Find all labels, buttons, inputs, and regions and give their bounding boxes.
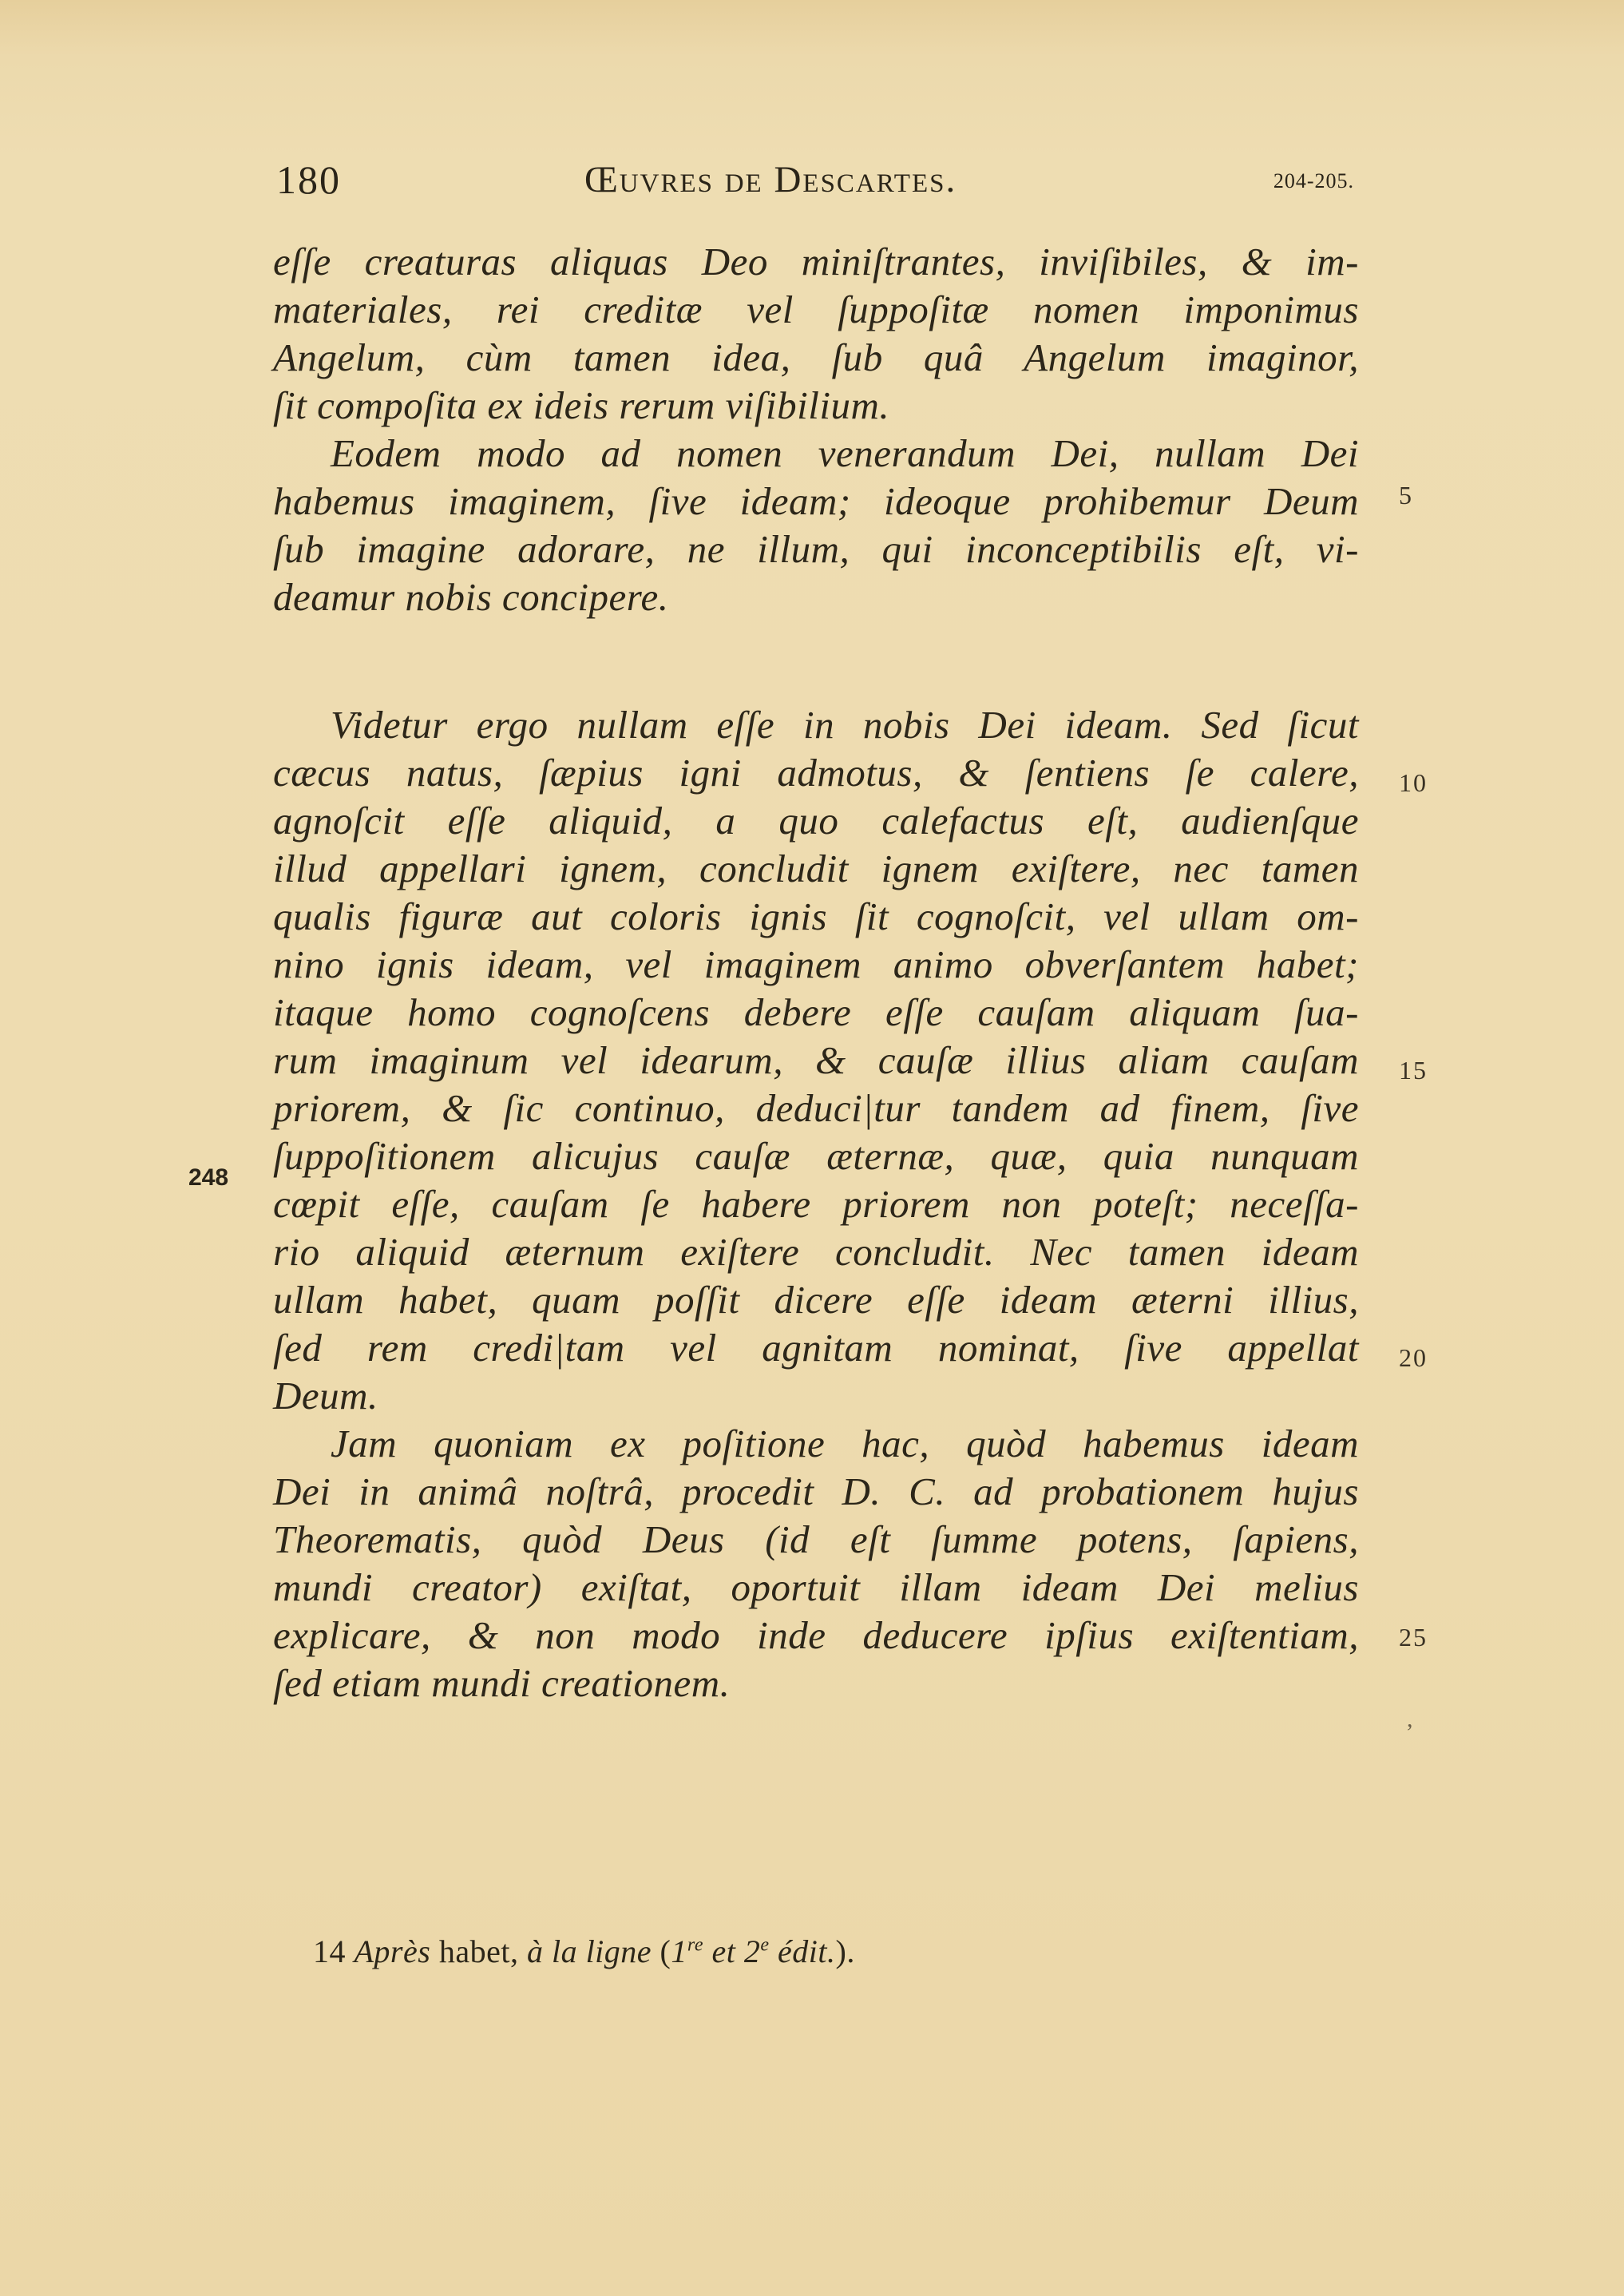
footnote-word: habet, bbox=[438, 1933, 519, 1969]
text-line: Eodem modo ad nomen venerandum Dei, nullam Dei bbox=[331, 431, 1359, 475]
footnote-open-paren: ( bbox=[660, 1933, 671, 1969]
text-line: Deum. bbox=[273, 1374, 378, 1418]
text-line: ſit compoſita ex ideis rerum viſibilium. bbox=[273, 383, 890, 427]
footnote-close-paren: ). bbox=[835, 1933, 855, 1969]
text-line: deamur nobis concipere. bbox=[273, 575, 669, 619]
footnote-a-la-ligne: à la ligne bbox=[526, 1933, 652, 1969]
text-line: mundi creator) exiſtat, oportuit illam ideam Dei melius bbox=[273, 1565, 1359, 1609]
text-line: eſſe creaturas aliquas Deo miniſtrantes, inviſibiles, & im- bbox=[273, 240, 1359, 284]
text-line: cæcus natus, ſæpius igni admotus, & ſentiens ſe calere, bbox=[273, 751, 1359, 795]
text-line: priorem, & ſic continuo, deduci|tur tandem ad finem, ſive bbox=[273, 1086, 1359, 1130]
text-line: Dei in animâ noſtrâ, procedit D. C. ad probationem hujus bbox=[273, 1469, 1359, 1513]
text-line: nino ignis ideam, vel imaginem animo obverſantem habet; bbox=[273, 942, 1359, 986]
footnote-et: et bbox=[711, 1933, 736, 1969]
text-line: ullam habet, quam poſſit dicere eſſe ideam æterni illius, bbox=[273, 1278, 1359, 1322]
footnote-edition-1-suffix: re bbox=[687, 1934, 703, 1956]
text-line: habemus imaginem, ſive ideam; ideoque prohibemur Deum bbox=[273, 479, 1359, 523]
footnote-edition-2-suffix: e bbox=[760, 1934, 770, 1956]
text-line: rum imaginum vel idearum, & cauſæ illius aliam cauſam bbox=[273, 1038, 1359, 1082]
text-line: rio aliquid æternum exiſtere concludit. Nec tamen ideam bbox=[273, 1230, 1359, 1274]
footnote-number: 14 bbox=[313, 1933, 346, 1969]
line-number: 20 bbox=[1399, 1343, 1428, 1372]
stray-mark: , bbox=[1407, 1706, 1413, 1732]
page-range: 204-205. bbox=[1273, 169, 1354, 192]
text-line: ſub imagine adorare, ne illum, qui inconceptibilis eſt, vi- bbox=[273, 527, 1359, 571]
running-title: Œuvres de Descartes. bbox=[584, 159, 957, 200]
text-line: qualis figuræ aut coloris ignis ſit cognoſcit, vel ullam om- bbox=[273, 894, 1359, 938]
footnote-edit: édit. bbox=[778, 1933, 836, 1969]
line-number: 10 bbox=[1399, 768, 1428, 797]
text-line: illud appellari ignem, concludit ignem exiſtere, nec tamen bbox=[273, 847, 1359, 890]
margin-page-reference: 248 bbox=[188, 1164, 229, 1191]
text-line: Angelum, cùm tamen idea, ſub quâ Angelum imaginor, bbox=[273, 335, 1359, 379]
line-number: 5 bbox=[1399, 481, 1413, 510]
line-number: 25 bbox=[1399, 1623, 1428, 1652]
page-number: 180 bbox=[276, 157, 341, 202]
footnote-edition-1: 1 bbox=[671, 1933, 687, 1969]
text-line: ſed etiam mundi creationem. bbox=[273, 1661, 731, 1705]
text-line: agnoſcit eſſe aliquid, a quo calefactus eſt, audienſque bbox=[273, 799, 1359, 843]
text-line: Theorematis, quòd Deus (id eſt ſumme potens, ſapiens, bbox=[273, 1517, 1359, 1561]
footnote bbox=[313, 1933, 855, 1970]
text-line: ſed rem credi|tam vel agnitam nominat, ſive appellat bbox=[273, 1326, 1359, 1370]
text-line: Videtur ergo nullam eſſe in nobis Dei ideam. Sed ſicut bbox=[331, 703, 1359, 747]
text-line: materiales, rei creditæ vel ſuppoſitæ nomen imponimus bbox=[273, 287, 1359, 331]
text-line: cœpit eſſe, cauſam ſe habere priorem non poteſt; neceſſa- bbox=[273, 1182, 1359, 1226]
line-number: 15 bbox=[1399, 1056, 1428, 1085]
footnote-edition-2: 2 bbox=[743, 1933, 761, 1969]
text-line: ſuppoſitionem alicujus cauſæ æternæ, quæ, quia nunquam bbox=[273, 1134, 1359, 1178]
page-header bbox=[276, 157, 1354, 212]
text-line: explicare, & non modo inde deducere ipſius exiſtentiam, bbox=[273, 1613, 1359, 1657]
footnote-apres: Après bbox=[354, 1933, 431, 1969]
text-line: itaque homo cognoſcens debere eſſe cauſam aliquam ſua- bbox=[273, 990, 1359, 1034]
text-line: Jam quoniam ex poſitione hac, quòd habemus ideam bbox=[331, 1422, 1359, 1465]
